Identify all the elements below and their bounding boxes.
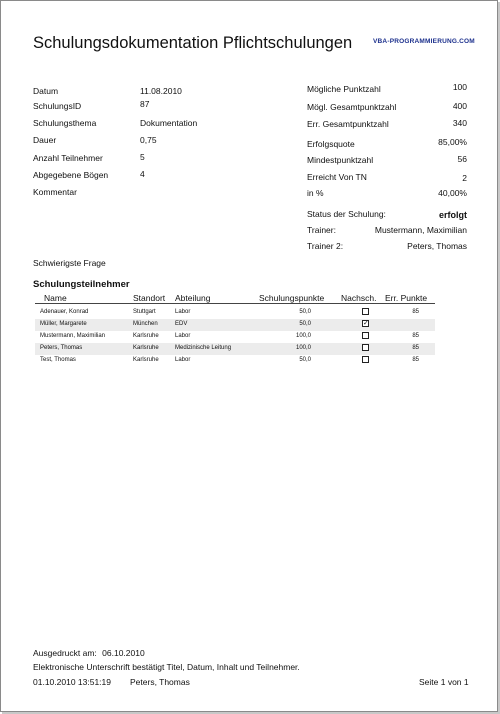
- trainer2-value: Peters, Thomas: [407, 241, 467, 251]
- nachsch-checkbox[interactable]: [362, 332, 369, 339]
- cell-punkte: 100,0: [295, 333, 311, 339]
- column-header-abteilung: Abteilung: [175, 293, 211, 303]
- cell-abteilung: EDV: [175, 321, 188, 327]
- cell-name: Mustermann, Maximilian: [40, 333, 106, 339]
- info-label: Mögliche Punktzahl: [307, 84, 381, 94]
- info-value: 400: [452, 101, 467, 111]
- column-header-schulungspunkte: Schulungspunkte: [259, 293, 325, 303]
- info-value: 85,00%: [438, 137, 467, 147]
- cell-name: Adenauer, Konrad: [40, 309, 89, 315]
- table-row: [35, 331, 435, 343]
- cell-name: Test, Thomas: [40, 357, 76, 363]
- info-label: Mögl. Gesamtpunktzahl: [307, 102, 397, 112]
- cell-standort: Karlsruhe: [133, 333, 159, 339]
- trainer-value: Mustermann, Maximilian: [374, 225, 467, 235]
- column-header-name: Name: [44, 293, 67, 303]
- info-label: Dauer: [33, 135, 57, 145]
- cell-err-punkte: 85: [412, 309, 419, 315]
- report-title: Schulungsdokumentation Pflichtschulungen: [33, 34, 353, 52]
- cell-err-punkte: 85: [412, 333, 419, 339]
- cell-err-punkte: 85: [412, 345, 419, 351]
- info-value: 340: [452, 118, 467, 128]
- info-value: 40,00%: [438, 188, 467, 198]
- column-header-err-punkte: Err. Punkte: [385, 293, 428, 303]
- trainer-label: Trainer:: [307, 225, 336, 235]
- printed-date: 06.10.2010: [102, 648, 145, 658]
- table-row: [35, 319, 435, 331]
- info-value: 4: [140, 169, 145, 179]
- info-label: Erfolgsquote: [307, 139, 355, 149]
- info-value: 100: [452, 82, 467, 92]
- printed-line: [33, 648, 145, 658]
- table-row: [35, 355, 435, 367]
- info-label: Schulungsthema: [33, 118, 97, 128]
- signature-text: Elektronische Unterschrift bestätigt Titel, Datum, Inhalt und Teilnehmer.: [33, 662, 300, 672]
- signature-timestamp: 01.10.2010 13:51:19: [33, 677, 111, 687]
- participants-section-title: Schulungsteilnehmer: [33, 279, 130, 290]
- info-value: 0,75: [140, 135, 157, 145]
- cell-name: Müller, Margarete: [40, 321, 87, 327]
- printed-label: Ausgedruckt am:: [33, 648, 97, 658]
- trainer2-label: Trainer 2:: [307, 241, 344, 251]
- page-number: Seite 1 von 1: [419, 677, 469, 687]
- cell-abteilung: Labor: [175, 333, 191, 339]
- cell-punkte: 100,0: [295, 345, 311, 351]
- cell-standort: Karlsruhe: [133, 345, 159, 351]
- info-value: 5: [140, 152, 145, 162]
- info-value: 2: [462, 173, 467, 183]
- status-label: Status der Schulung:: [307, 209, 386, 219]
- nachsch-checkbox[interactable]: [362, 356, 369, 363]
- nachsch-checkbox[interactable]: [362, 308, 369, 315]
- signature-signer: Peters, Thomas: [130, 677, 190, 687]
- info-label: Err. Gesamtpunktzahl: [307, 119, 389, 129]
- cell-standort: München: [133, 321, 158, 327]
- info-label: Abgegebene Bögen: [33, 170, 109, 180]
- cell-name: Peters, Thomas: [40, 345, 83, 351]
- info-value: 11.08.2010: [140, 86, 182, 96]
- cell-abteilung: Labor: [175, 357, 191, 363]
- difficult-question-label: Schwierigste Frage: [33, 258, 106, 268]
- info-label: Anzahl Teilnehmer: [33, 153, 103, 163]
- info-label: in %: [307, 188, 324, 198]
- info-value: 56: [457, 154, 467, 164]
- cell-abteilung: Medizinische Leitung: [175, 345, 232, 351]
- info-label: Kommentar: [33, 187, 77, 197]
- info-value: Dokumentation: [140, 118, 198, 128]
- info-label: Datum: [33, 86, 59, 96]
- cell-standort: Stuttgart: [133, 309, 156, 315]
- nachsch-checkbox[interactable]: [362, 344, 369, 351]
- info-value: 87: [140, 99, 150, 109]
- cell-punkte: 50,0: [299, 321, 311, 327]
- nachsch-checkbox-checked[interactable]: ✓: [363, 320, 369, 327]
- info-label: Mindestpunktzahl: [307, 155, 374, 165]
- column-header-standort: Standort: [133, 293, 166, 303]
- cell-punkte: 50,0: [299, 309, 311, 315]
- cell-err-punkte: 85: [412, 357, 419, 363]
- info-label: SchulungsID: [33, 101, 82, 111]
- cell-abteilung: Labor: [175, 309, 191, 315]
- cell-punkte: 50,0: [299, 357, 311, 363]
- table-row: [35, 343, 435, 355]
- cell-standort: Karlsruhe: [133, 357, 159, 363]
- header-divider: [35, 303, 435, 304]
- status-value: erfolgt: [439, 210, 467, 220]
- column-header-nachsch: Nachsch.: [341, 293, 377, 303]
- info-label: Erreicht Von TN: [307, 172, 367, 182]
- table-row: [35, 307, 435, 319]
- brand-logo-text: VBA-PROGRAMMIERUNG.COM: [373, 38, 475, 45]
